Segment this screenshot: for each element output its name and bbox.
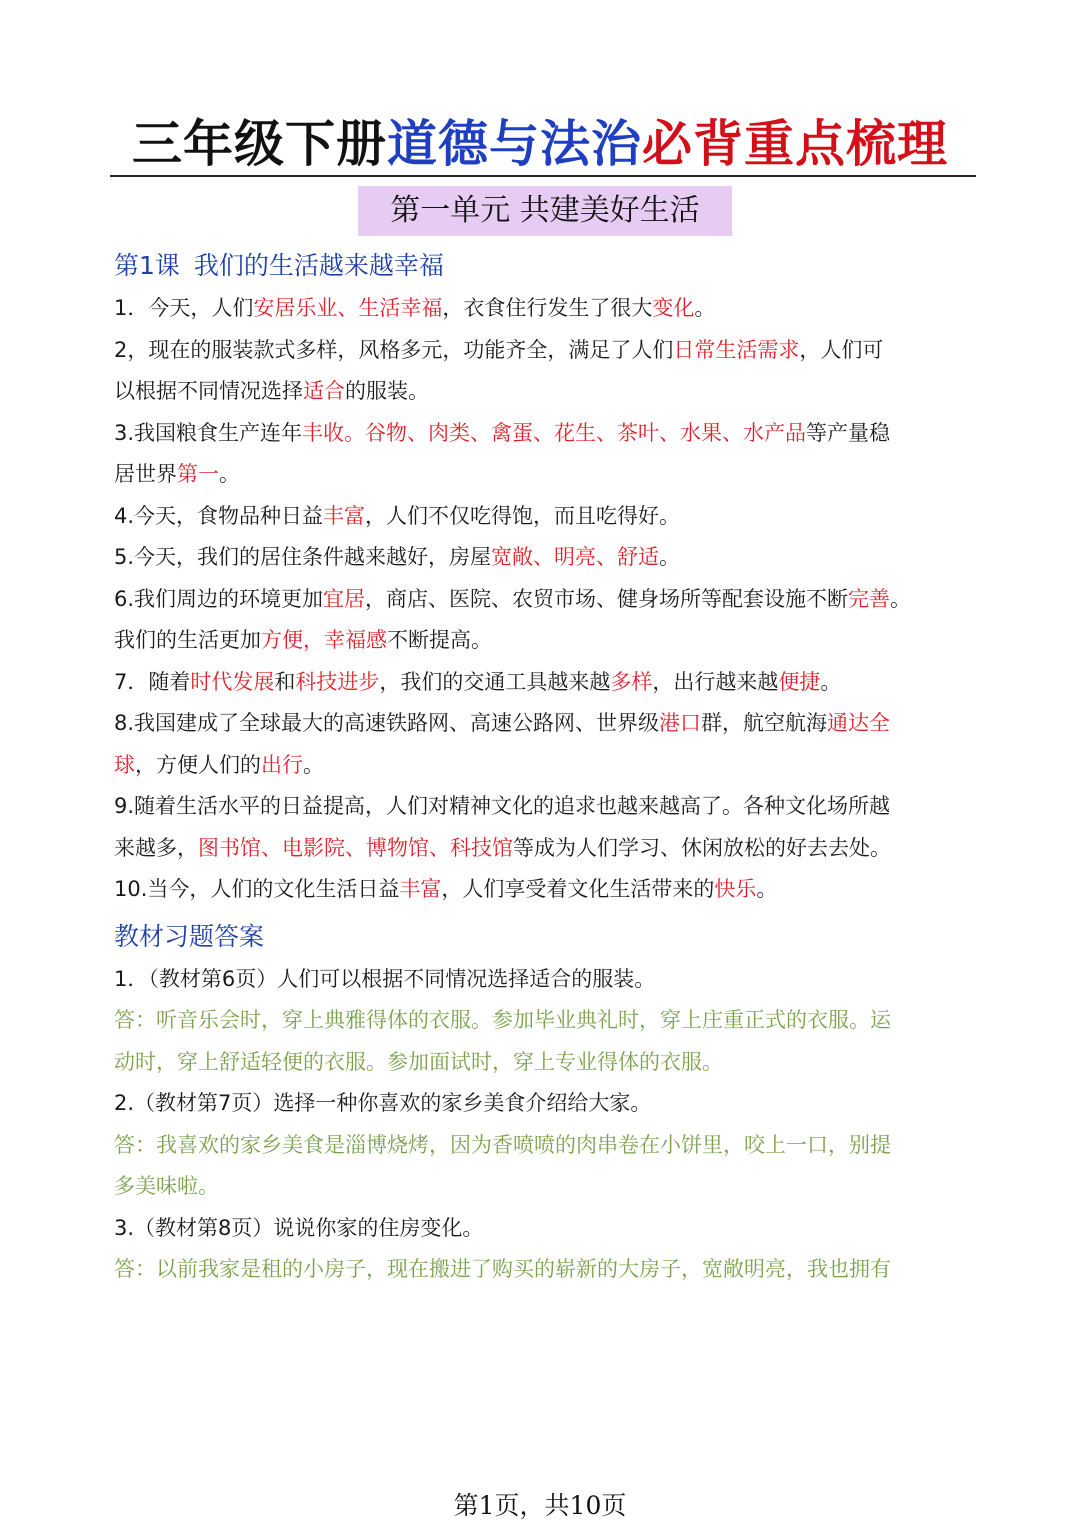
answer-line: 答：听音乐会时，穿上典雅得体的衣服。参加毕业典礼时，穿上庄重正式的衣服。运 [114,1008,891,1032]
key-point-line [114,703,974,745]
lesson-number: 第1课 [114,251,180,280]
body-text: 4.今天，食物品种日益 [114,503,324,528]
key-point-line [114,413,974,455]
body-text: 群，航空航海 [701,711,828,735]
key-point-line [114,662,974,704]
key-point-line [114,454,974,496]
highlight-text: 完善 [848,586,891,611]
body-text: 8.我国建成了全球最大的高速铁路网、高速公路网、世界级 [114,711,660,735]
question-line: 3.（教材第8页）说说你家的住房变化。 [114,1215,484,1240]
key-point-line [114,330,974,372]
body-text: ，方便人们的 [135,752,261,777]
highlight-text: 日常生活需求 [673,337,800,362]
body-text: 来越多， [114,835,198,860]
answer-line: 动时，穿上舒适轻便的衣服。参加面试时，穿上专业得体的衣服。 [114,1049,723,1074]
highlight-text: 时代发展 [190,669,275,694]
body-text: ，我们的交通工具越来越 [379,669,611,694]
body-text: 。 [694,296,716,320]
body-text: 10.当今，人们的文化生活日益 [114,877,400,901]
body-text: 。 [659,545,681,569]
body-text: ，商店、医院、农贸市场、健身场所等配套设施不断 [365,586,849,611]
highlight-text: 宜居 [323,586,366,611]
key-point-line [114,828,974,870]
key-point-line [114,537,974,579]
highlight-text: 变化 [652,296,695,320]
body-text: ，人们享受着文化生活带来的 [441,877,715,901]
highlight-text: 丰富 [323,503,366,528]
highlight-text: 第一 [177,462,219,486]
highlight-text: 安居乐业、生活幸福 [253,296,443,320]
body-text: 7．随着 [114,669,191,694]
lesson-name: 我们的生活越来越幸福 [193,251,444,280]
main-content [114,244,974,1291]
highlight-text: 港口 [659,711,702,735]
key-points-list [114,288,974,911]
highlight-text: 方便，幸福感 [261,628,387,652]
body-text: 以根据不同情况选择 [114,379,303,403]
highlight-text: 多样 [610,669,653,694]
key-point-line [114,745,974,787]
body-text: 等产量稳 [806,420,891,445]
body-text: 2，现在的服装款式多样，风格多元，功能齐全，满足了人们 [114,337,674,362]
title-underline [110,175,976,177]
key-point-line [114,786,974,828]
body-text: 。 [890,586,912,611]
highlight-text: 丰富 [399,877,442,901]
answer-line: 多美味啦。 [114,1174,219,1198]
highlight-text: 通达全 [827,711,891,735]
unit-banner: 第一单元 共建美好生活 [358,186,732,236]
key-point-line [114,869,974,911]
answer-line: 答：我喜欢的家乡美食是淄博烧烤，因为香喷喷的肉串卷在小饼里，咬上一口，别提 [114,1132,891,1157]
question-line: 2.（教材第7页）选择一种你喜欢的家乡美食介绍给大家。 [114,1091,652,1115]
body-text: 。 [820,669,842,694]
key-point-line [114,620,974,662]
body-text: 6.我们周边的环境更加 [114,586,324,611]
highlight-text: 适合 [303,379,345,403]
exercise-heading: 教材习题答案 [114,921,265,951]
body-text: 9.随着生活水平的日益提高，人们对精神文化的追求也越来越高了。各种文化场所越 [114,794,891,818]
title-part-key-points: 必背重点梳理 [642,114,948,173]
question-line: 1．（教材第6页）人们可以根据不同情况选择适合的服装。 [114,966,656,991]
highlight-text: 出行 [261,752,303,777]
body-text: 。 [219,462,240,486]
body-text: ，人们不仅吃得饱，而且吃得好。 [365,503,681,528]
body-text: 不断提高。 [387,628,492,652]
lesson-heading [114,244,974,288]
page-title [0,112,1080,176]
body-text: ，出行越来越 [652,669,779,694]
body-text: ，人们可 [799,337,884,362]
body-text: 和 [274,669,296,694]
body-text: 。 [303,752,324,777]
body-text: 1．今天，人们 [114,296,254,320]
body-text: 。 [756,877,778,901]
body-text: 5.今天，我们的居住条件越来越好，房屋 [114,545,492,569]
highlight-text: 便捷 [778,669,821,694]
body-text: 3.我国粮食生产连年 [114,420,303,445]
highlight-text: 图书馆、电影院、博物馆、科技馆 [198,835,513,860]
key-point-line [114,496,974,538]
exercise-list [114,959,974,1291]
highlight-text: 丰收。谷物、肉类、禽蛋、花生、茶叶、水果、水产品 [302,420,807,445]
key-point-line [114,288,974,330]
answer-line: 答：以前我家是租的小房子，现在搬进了购买的崭新的大房子，宽敞明亮，我也拥有 [114,1257,891,1281]
body-text: 的服装。 [345,379,429,403]
page-footer: 第1页，共10页 [453,1491,627,1520]
key-point-line [114,371,974,413]
body-text: ，衣食住行发生了很大 [442,296,653,320]
highlight-text: 快乐 [714,877,757,901]
key-point-line [114,579,974,621]
body-text: 居世界 [114,462,177,486]
highlight-text: 球 [114,752,135,777]
highlight-text: 科技进步 [295,669,380,694]
body-text: 等成为人们学习、休闲放松的好去去处。 [513,835,891,860]
title-part-subject: 道德与法治 [387,114,642,173]
body-text: 我们的生活更加 [114,628,261,652]
highlight-text: 宽敞、明亮、舒适 [491,545,660,569]
title-part-grade: 三年级下册 [132,114,387,173]
